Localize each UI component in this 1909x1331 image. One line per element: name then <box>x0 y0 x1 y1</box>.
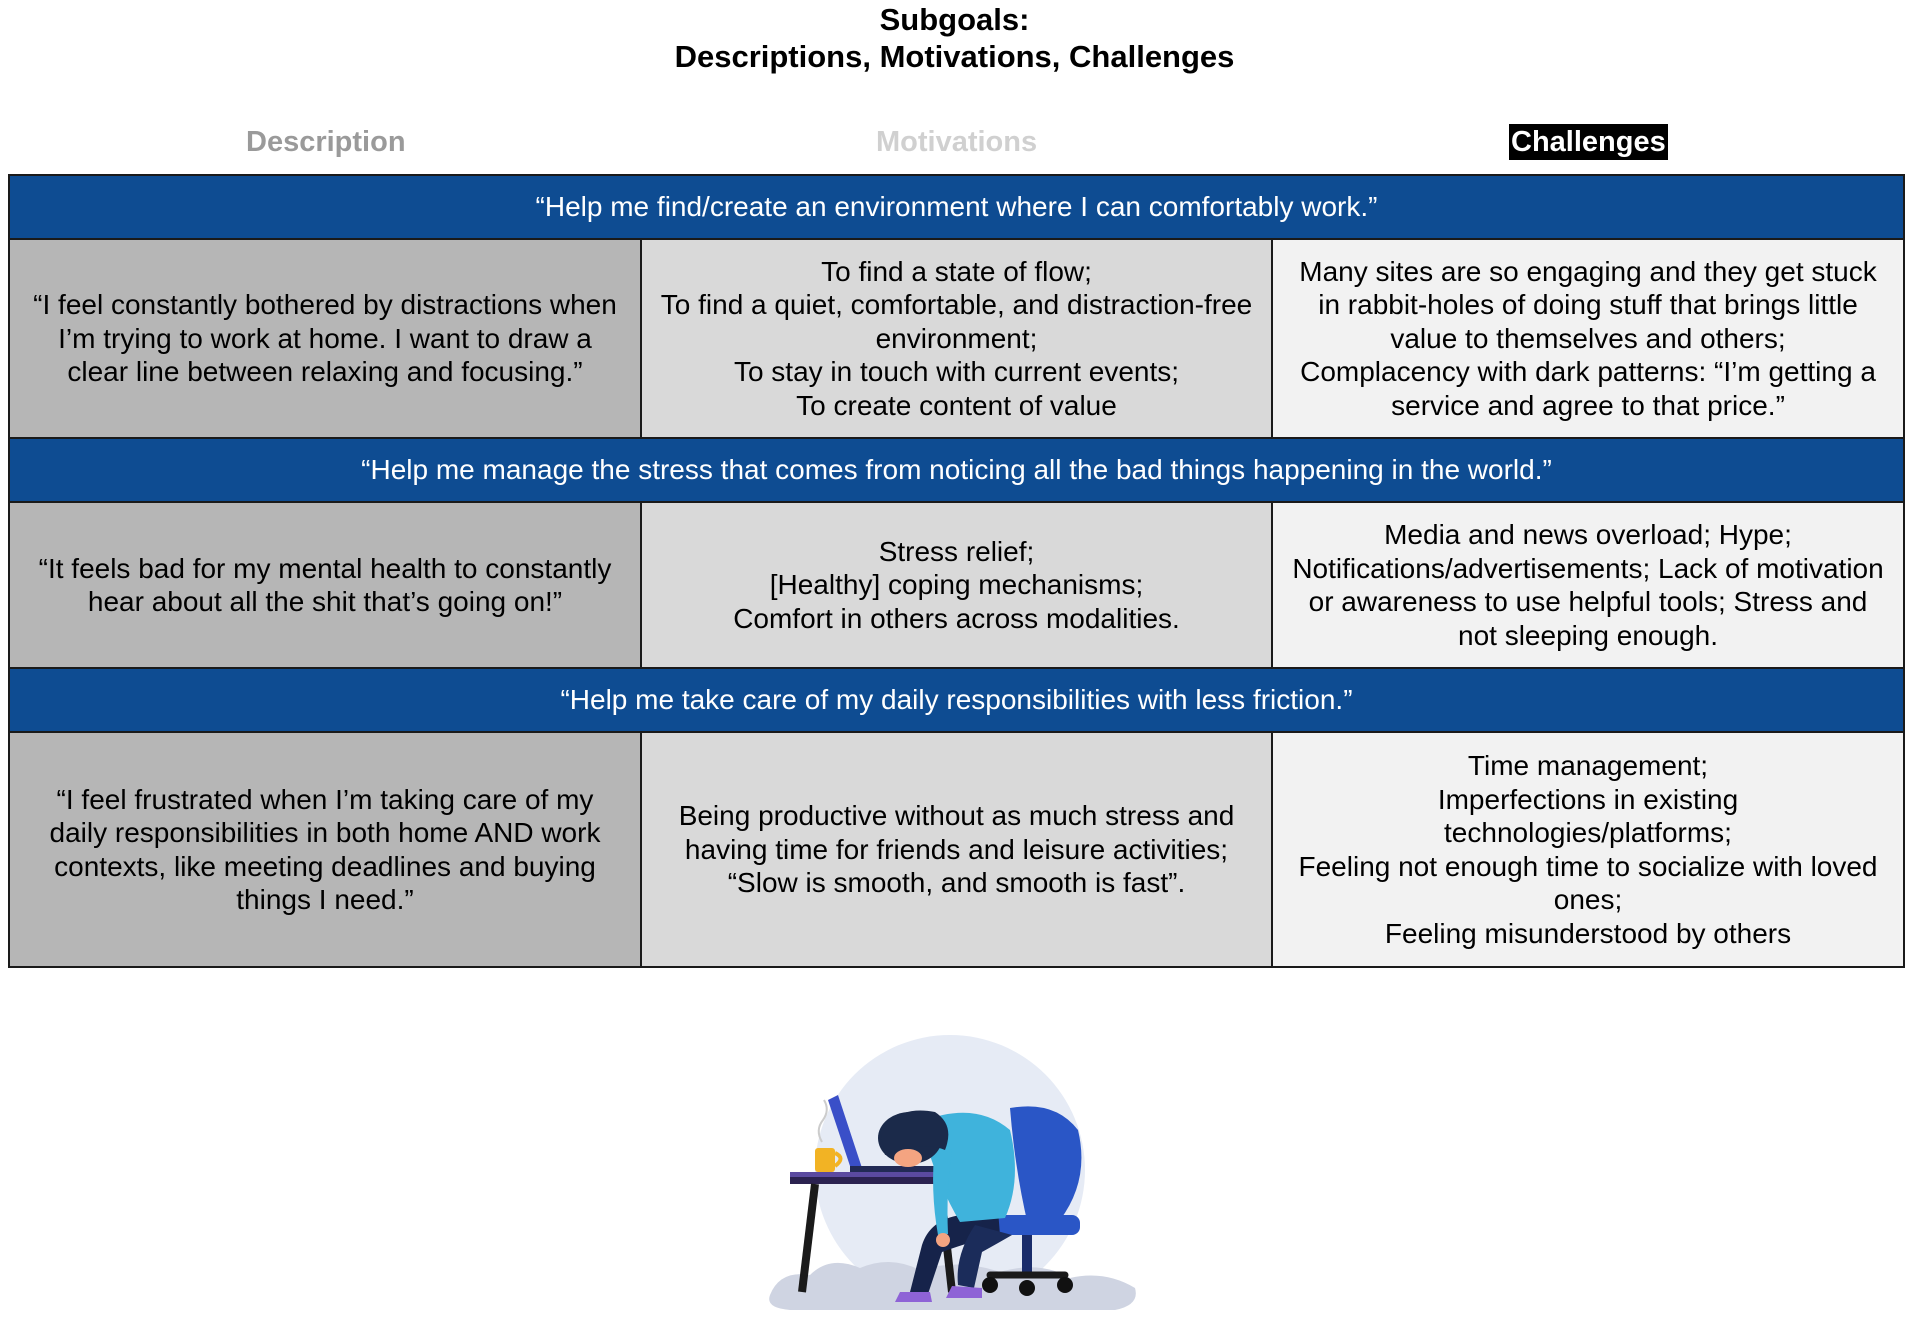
title-line-2: Descriptions, Motivations, Challenges <box>674 39 1235 74</box>
cell-line: Stress relief; <box>878 535 1035 567</box>
cell-line: service and agree to that price.” <box>1391 389 1785 421</box>
cell-line: I’m trying to work at home. I want to draw a <box>58 322 592 354</box>
cell-line: value to themselves and others; <box>1390 322 1786 354</box>
cell-line: having time for friends and leisure activities; <box>684 833 1229 865</box>
cell-line: ones; <box>1553 884 1623 915</box>
goal-row <box>9 438 1904 502</box>
stressed-person-at-desk-icon <box>760 1030 1150 1320</box>
cell-line: not sleeping enough. <box>1458 619 1718 651</box>
cell-line: “I feel constantly bothered by distractions when <box>33 289 617 321</box>
cell-line: Imperfections in existing <box>1437 783 1739 815</box>
cell-line: Comfort in others across modalities. <box>733 602 1180 634</box>
challenges-cell <box>1272 502 1904 668</box>
description-cell <box>9 239 641 438</box>
challenges-cell <box>1272 239 1904 438</box>
cell-line: in rabbit-holes of doing stuff that brings little <box>1318 289 1858 321</box>
cell-line: Notifications/advertisements; Lack of motivation <box>1292 552 1884 584</box>
description-cell <box>9 732 641 967</box>
goal-row <box>9 175 1904 239</box>
table-row <box>9 732 1904 967</box>
cell-line: Feeling misunderstood by others <box>1384 917 1792 949</box>
page-title <box>0 0 1909 75</box>
goal-row <box>9 668 1904 732</box>
goal-cell: “Help me manage the stress that comes from noticing all the bad things happening in the world.” <box>9 438 1904 502</box>
column-header-description[interactable]: Description <box>246 126 406 158</box>
cell-line: Media and news overload; Hype; <box>1384 519 1792 550</box>
table-row <box>9 502 1904 668</box>
cell-line: or awareness to use helpful tools; Stress and <box>1308 586 1868 617</box>
motivations-cell <box>641 732 1272 967</box>
cell-line: things I need.” <box>236 884 414 915</box>
title-line-1: Subgoals: <box>879 2 1030 37</box>
cell-line: contexts, like meeting deadlines and buying <box>54 850 596 882</box>
motivations-cell <box>641 502 1272 668</box>
motivations-cell <box>641 239 1272 438</box>
cell-line: [Healthy] coping mechanisms; <box>769 569 1144 601</box>
cell-line: clear line between relaxing and focusing.” <box>67 356 583 388</box>
subgoals-table <box>8 174 1905 968</box>
cell-line: Complacency with dark patterns: “I’m getting a <box>1300 356 1876 388</box>
cell-line: “It feels bad for my mental health to constantly <box>38 552 612 584</box>
cell-line: daily responsibilities in both home AND work <box>49 817 601 848</box>
cell-line: Feeling not enough time to socialize with loved <box>1298 850 1878 882</box>
cell-line: “I feel frustrated when I’m taking care of my <box>56 783 594 815</box>
goal-cell: “Help me find/create an environment where I can comfortably work.” <box>9 175 1904 239</box>
column-headers <box>8 124 1902 164</box>
cell-line: To find a quiet, comfortable, and distraction-free <box>660 289 1253 321</box>
cell-line: To find a state of flow; <box>821 255 1092 287</box>
cell-line: “Slow is smooth, and smooth is fast”. <box>727 867 1186 899</box>
column-header-challenges[interactable]: Challenges <box>1511 126 1666 158</box>
cell-line: Being productive without as much stress and <box>678 800 1235 832</box>
cell-line: environment; <box>875 322 1038 354</box>
column-header-motivations[interactable]: Motivations <box>876 126 1038 158</box>
cell-line: To stay in touch with current events; <box>733 356 1180 388</box>
challenges-cell <box>1272 732 1904 967</box>
cell-line: technologies/platforms; <box>1444 817 1732 848</box>
cell-line: Many sites are so engaging and they get stuck <box>1299 255 1877 287</box>
cell-line: Time management; <box>1467 750 1709 781</box>
table-row <box>9 239 1904 438</box>
goal-cell: “Help me take care of my daily responsibilities with less friction.” <box>9 668 1904 732</box>
cell-line: To create content of value <box>796 389 1117 421</box>
description-cell <box>9 502 641 668</box>
cell-line: hear about all the shit that’s going on!” <box>87 586 563 617</box>
